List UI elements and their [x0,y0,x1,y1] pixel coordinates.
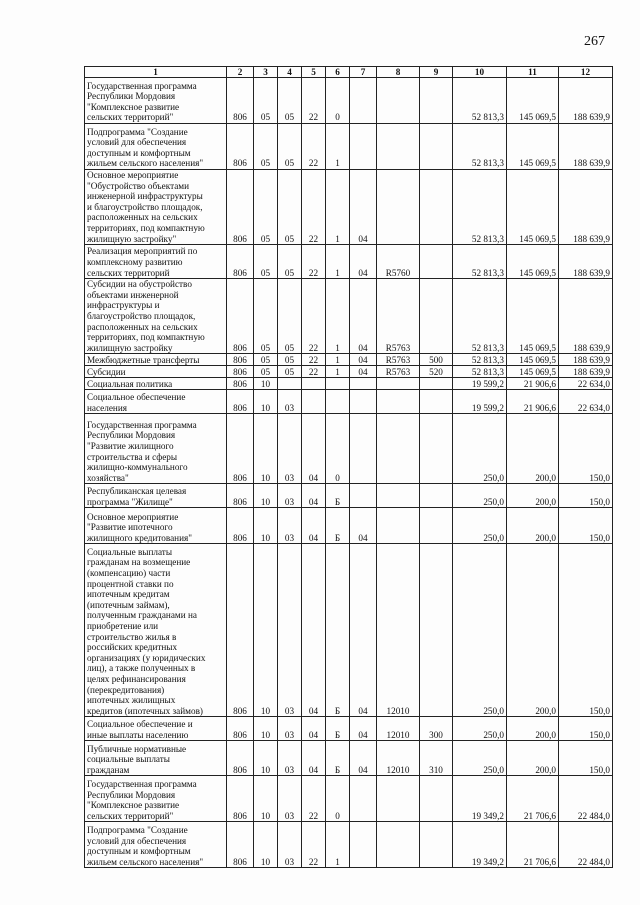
row-name: Социальное обеспечение населения [85,390,227,414]
admin-code: 806 [227,822,254,868]
row-name: Публичные нормативные социальные выплаты гражданам [85,741,227,776]
amount-year-3: 150,0 [559,544,613,717]
expense-type-code [420,508,453,544]
row-name: Государственная программа Республики Мордовия "Комплексное развитие сельских территорий" [85,776,227,822]
amount-year-2: 21 706,6 [507,776,559,822]
program-code: 22 [302,354,326,366]
subsection-code: 03 [278,484,302,508]
expense-type-code [420,484,453,508]
subprogram-code: 1 [326,822,350,868]
activity-code: 04 [350,717,377,741]
amount-year-1: 52 813,3 [453,366,507,378]
expense-type-code [420,776,453,822]
amount-year-1: 52 813,3 [453,279,507,354]
section-code: 10 [254,741,278,776]
direction-code [377,170,420,245]
program-code [302,378,326,390]
activity-code: 04 [350,245,377,279]
amount-year-3: 22 634,0 [559,378,613,390]
subprogram-code: 1 [326,366,350,378]
program-code: 22 [302,776,326,822]
table-row [85,390,613,414]
subsection-code: 03 [278,776,302,822]
amount-year-2: 21 706,6 [507,822,559,868]
amount-year-1: 52 813,3 [453,245,507,279]
admin-code: 806 [227,390,254,414]
subsection-code: 05 [278,124,302,170]
direction-code [377,414,420,484]
page-number: 267 [584,34,605,49]
amount-year-3: 150,0 [559,508,613,544]
program-code: 22 [302,279,326,354]
section-code: 10 [254,484,278,508]
program-code: 22 [302,366,326,378]
amount-year-2: 21 906,6 [507,390,559,414]
column-header: 2 [227,67,254,78]
table-row [85,378,613,390]
admin-code: 806 [227,508,254,544]
direction-code [377,124,420,170]
row-name: Социальная политика [85,378,227,390]
program-code: 22 [302,822,326,868]
subprogram-code: 0 [326,776,350,822]
amount-year-2: 145 069,5 [507,124,559,170]
direction-code: R5763 [377,279,420,354]
subsection-code: 03 [278,414,302,484]
activity-code [350,822,377,868]
program-code: 22 [302,245,326,279]
activity-code [350,124,377,170]
section-code: 05 [254,366,278,378]
subsection-code: 03 [278,508,302,544]
section-code: 10 [254,508,278,544]
expense-type-code [420,414,453,484]
row-name: Государственная программа Республики Мордовия "Комплексное развитие сельских территорий" [85,78,227,124]
amount-year-2: 200,0 [507,741,559,776]
table-row [85,245,613,279]
expense-type-code [420,390,453,414]
table-row [85,366,613,378]
table-row [85,279,613,354]
subsection-code: 05 [278,170,302,245]
amount-year-3: 22 484,0 [559,776,613,822]
activity-code [350,78,377,124]
amount-year-1: 52 813,3 [453,124,507,170]
program-code: 22 [302,170,326,245]
section-code: 05 [254,170,278,245]
direction-code [377,484,420,508]
amount-year-1: 250,0 [453,508,507,544]
subsection-code: 05 [278,366,302,378]
program-code: 04 [302,414,326,484]
amount-year-2: 145 069,5 [507,245,559,279]
amount-year-1: 52 813,3 [453,354,507,366]
subsection-code: 03 [278,544,302,717]
amount-year-2: 200,0 [507,414,559,484]
row-name: Республиканская целевая программа "Жилище" [85,484,227,508]
amount-year-1: 250,0 [453,741,507,776]
subsection-code: 03 [278,717,302,741]
admin-code: 806 [227,124,254,170]
subsection-code: 03 [278,822,302,868]
program-code: 04 [302,717,326,741]
direction-code [377,390,420,414]
admin-code: 806 [227,544,254,717]
section-code: 05 [254,124,278,170]
amount-year-3: 188 639,9 [559,124,613,170]
amount-year-2: 200,0 [507,508,559,544]
direction-code: R5763 [377,366,420,378]
row-name: Субсидии на обустройство объектами инженерной инфраструктуры и благоустройство площадок, расположенных на сельских территориях, под компактную жилищную застройку [85,279,227,354]
expense-type-code: 520 [420,366,453,378]
amount-year-2: 145 069,5 [507,279,559,354]
amount-year-1: 52 813,3 [453,170,507,245]
amount-year-3: 22 634,0 [559,390,613,414]
amount-year-3: 188 639,9 [559,78,613,124]
subprogram-code: 1 [326,170,350,245]
section-code: 10 [254,776,278,822]
amount-year-2: 145 069,5 [507,170,559,245]
amount-year-2: 21 906,6 [507,378,559,390]
amount-year-1: 250,0 [453,484,507,508]
table-row [85,354,613,366]
table-row [85,414,613,484]
admin-code: 806 [227,741,254,776]
table-row [85,544,613,717]
table-row [85,717,613,741]
subprogram-code: 1 [326,124,350,170]
table-header-row [85,67,613,78]
subprogram-code: Б [326,717,350,741]
amount-year-3: 150,0 [559,414,613,484]
activity-code: 04 [350,741,377,776]
column-header: 11 [507,67,559,78]
amount-year-2: 200,0 [507,717,559,741]
subprogram-code: Б [326,508,350,544]
row-name: Межбюджетные трансферты [85,354,227,366]
row-name: Социальные выплаты гражданам на возмещение (компенсацию) части процентной ставки по ипотечным кредитам (ипотечным займам), полученным гражданами на приобретение или строительство жилья в российских кредитных организациях (у юридических лиц), а также полученных в целях рефинансирования (перекредитования) ипотечных жилищных кредитов (ипотечных займов) [85,544,227,717]
row-name: Государственная программа Республики Мордовия "Развитие жилищного строительства и сферы жилищно-коммунального хозяйства" [85,414,227,484]
amount-year-2: 145 069,5 [507,354,559,366]
column-header: 7 [350,67,377,78]
column-header: 5 [302,67,326,78]
row-name: Основное мероприятие "Развитие ипотечного жилищного кредитования" [85,508,227,544]
column-header: 6 [326,67,350,78]
subsection-code: 03 [278,390,302,414]
budget-table [84,66,613,868]
activity-code: 04 [350,544,377,717]
table-row [85,508,613,544]
direction-code: R5760 [377,245,420,279]
admin-code: 806 [227,279,254,354]
expense-type-code [420,544,453,717]
program-code: 22 [302,124,326,170]
section-code: 10 [254,378,278,390]
subsection-code: 05 [278,279,302,354]
column-header: 9 [420,67,453,78]
program-code [302,390,326,414]
subprogram-code: 0 [326,78,350,124]
expense-type-code: 310 [420,741,453,776]
direction-code [377,776,420,822]
direction-code [377,508,420,544]
amount-year-1: 52 813,3 [453,78,507,124]
activity-code: 04 [350,354,377,366]
column-header: 12 [559,67,613,78]
subprogram-code: Б [326,544,350,717]
section-code: 05 [254,78,278,124]
subsection-code [278,378,302,390]
activity-code [350,378,377,390]
amount-year-1: 250,0 [453,414,507,484]
amount-year-3: 188 639,9 [559,366,613,378]
table-row [85,124,613,170]
table-row [85,741,613,776]
direction-code: 12010 [377,741,420,776]
amount-year-1: 19 349,2 [453,776,507,822]
subprogram-code: 1 [326,245,350,279]
amount-year-2: 200,0 [507,544,559,717]
admin-code: 806 [227,366,254,378]
subsection-code: 05 [278,245,302,279]
amount-year-1: 250,0 [453,544,507,717]
table-row [85,776,613,822]
subsection-code: 03 [278,741,302,776]
program-code: 04 [302,508,326,544]
section-code: 10 [254,544,278,717]
table-body [85,78,613,868]
amount-year-3: 188 639,9 [559,245,613,279]
row-name: Подпрограмма "Создание условий для обеспечения доступным и комфортным жильем сельского населения" [85,822,227,868]
activity-code: 04 [350,508,377,544]
expense-type-code [420,124,453,170]
amount-year-2: 200,0 [507,484,559,508]
amount-year-3: 150,0 [559,717,613,741]
table-row [85,484,613,508]
program-code: 04 [302,741,326,776]
row-name: Реализация мероприятий по комплексному развитию сельских территорий [85,245,227,279]
activity-code [350,484,377,508]
direction-code [377,378,420,390]
amount-year-3: 150,0 [559,484,613,508]
section-code: 10 [254,390,278,414]
direction-code [377,78,420,124]
subprogram-code: 0 [326,414,350,484]
expense-type-code [420,279,453,354]
subprogram-code: 1 [326,279,350,354]
direction-code: R5763 [377,354,420,366]
admin-code: 806 [227,354,254,366]
row-name: Субсидии [85,366,227,378]
subprogram-code: Б [326,484,350,508]
expense-type-code [420,170,453,245]
column-header: 1 [85,67,227,78]
activity-code [350,414,377,484]
admin-code: 806 [227,414,254,484]
admin-code: 806 [227,245,254,279]
admin-code: 806 [227,717,254,741]
amount-year-2: 145 069,5 [507,366,559,378]
amount-year-1: 19 599,2 [453,390,507,414]
expense-type-code [420,245,453,279]
amount-year-3: 22 484,0 [559,822,613,868]
direction-code [377,822,420,868]
subprogram-code [326,390,350,414]
amount-year-1: 19 599,2 [453,378,507,390]
subprogram-code [326,378,350,390]
activity-code [350,776,377,822]
subprogram-code: 1 [326,354,350,366]
amount-year-1: 19 349,2 [453,822,507,868]
subprogram-code: Б [326,741,350,776]
subsection-code: 05 [278,354,302,366]
section-code: 10 [254,414,278,484]
amount-year-1: 250,0 [453,717,507,741]
section-code: 05 [254,245,278,279]
admin-code: 806 [227,776,254,822]
column-header: 10 [453,67,507,78]
row-name: Социальное обеспечение и иные выплаты населению [85,717,227,741]
table-row [85,78,613,124]
amount-year-3: 188 639,9 [559,170,613,245]
activity-code [350,390,377,414]
activity-code: 04 [350,366,377,378]
amount-year-2: 145 069,5 [507,78,559,124]
expense-type-code: 500 [420,354,453,366]
amount-year-3: 188 639,9 [559,279,613,354]
row-name: Основное мероприятие "Обустройство объектами инженерной инфраструктуры и благоустройство площадок, расположенных на сельских территориях, под компактную жилищную застройку" [85,170,227,245]
table-row [85,170,613,245]
expense-type-code [420,378,453,390]
column-header: 8 [377,67,420,78]
section-code: 05 [254,279,278,354]
section-code: 10 [254,717,278,741]
activity-code: 04 [350,170,377,245]
expense-type-code [420,822,453,868]
section-code: 05 [254,354,278,366]
admin-code: 806 [227,378,254,390]
section-code: 10 [254,822,278,868]
table-row [85,822,613,868]
amount-year-3: 150,0 [559,741,613,776]
row-name: Подпрограмма "Создание условий для обеспечения доступным и комфортным жильем сельского населения" [85,124,227,170]
admin-code: 806 [227,78,254,124]
direction-code: 12010 [377,717,420,741]
column-header: 3 [254,67,278,78]
column-header: 4 [278,67,302,78]
program-code: 04 [302,544,326,717]
admin-code: 806 [227,170,254,245]
expense-type-code: 300 [420,717,453,741]
admin-code: 806 [227,484,254,508]
amount-year-3: 188 639,9 [559,354,613,366]
activity-code: 04 [350,279,377,354]
subsection-code: 05 [278,78,302,124]
direction-code: 12010 [377,544,420,717]
program-code: 22 [302,78,326,124]
expense-type-code [420,78,453,124]
program-code: 04 [302,484,326,508]
